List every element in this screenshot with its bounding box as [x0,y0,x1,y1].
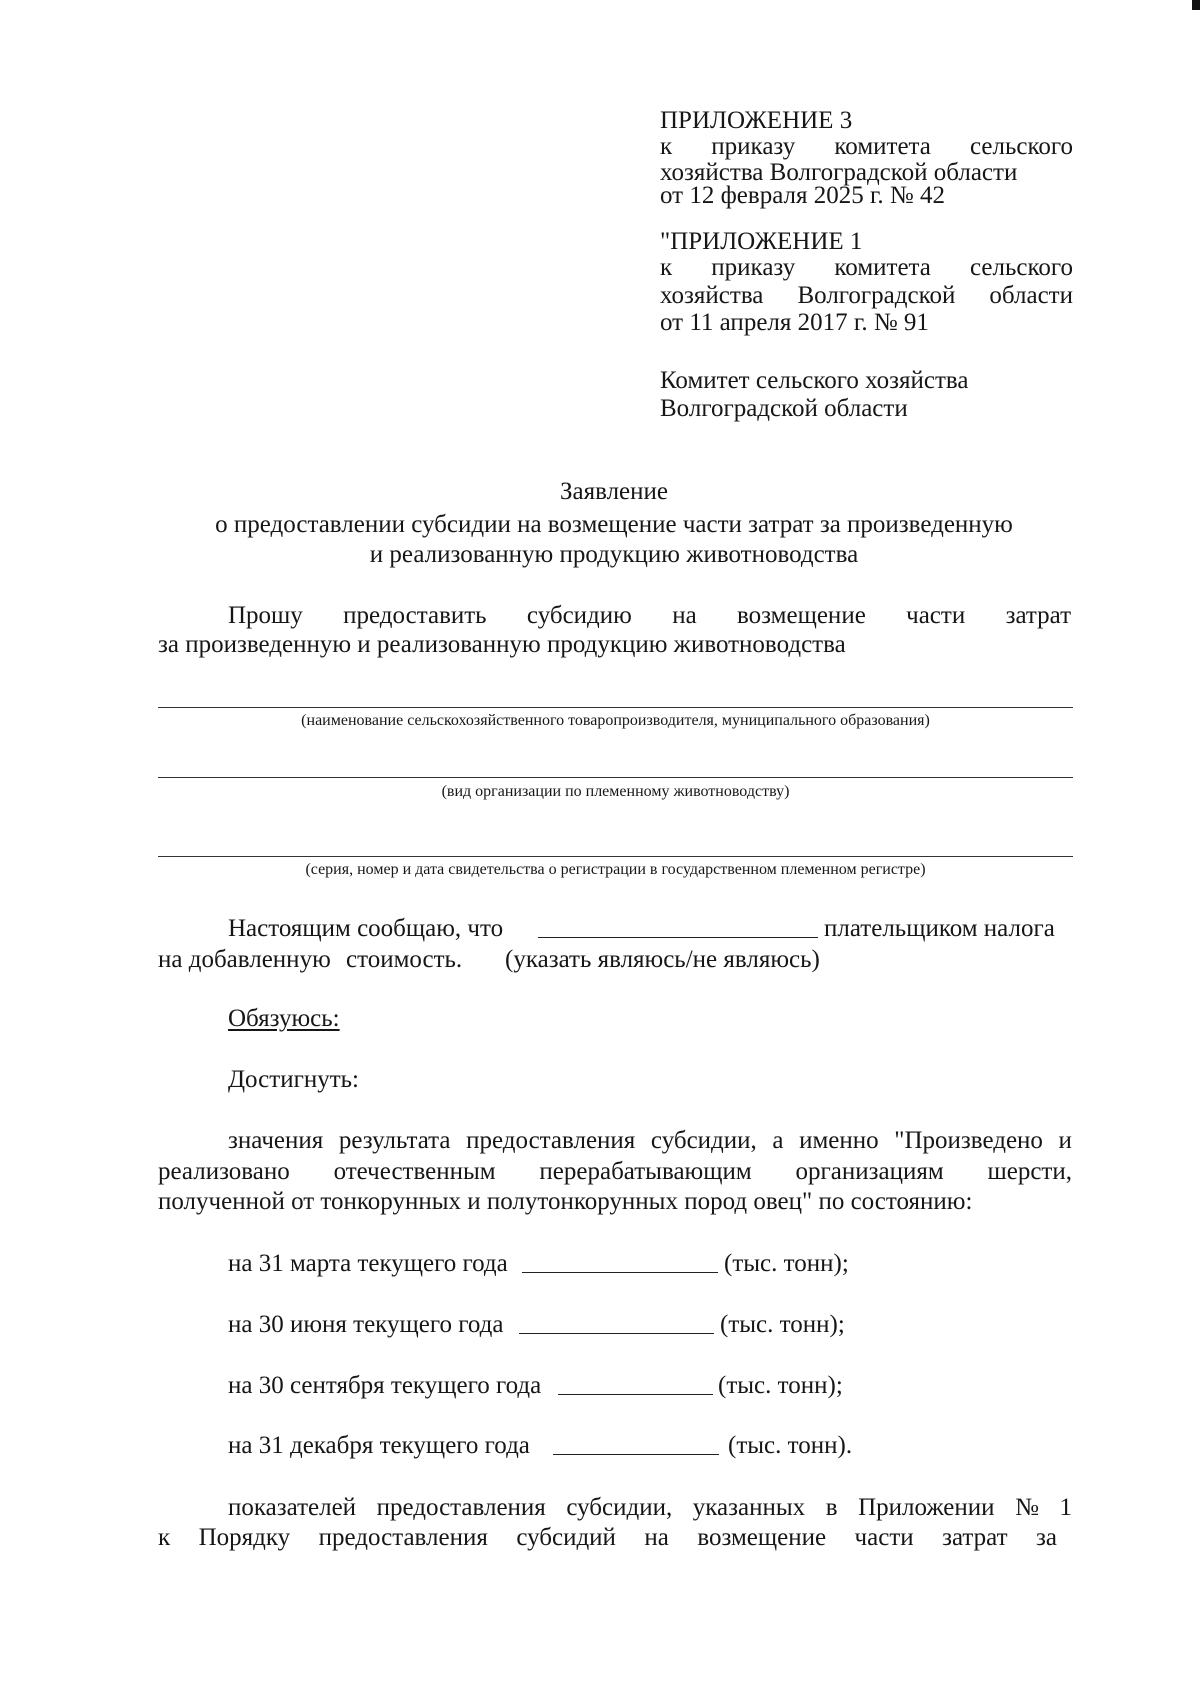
request-word: на [672,602,697,629]
request-word: части [906,602,966,629]
indicators-word: Порядку [198,1524,291,1551]
annex3-word: приказу [711,133,796,160]
annex1-word: области [989,282,1073,309]
statement-subtitle-line1: о предоставлении субсидии на возмещение части затрат за произведенную [215,511,1013,538]
date-september-blank[interactable] [558,1372,713,1395]
annex3-word: сельского [970,133,1073,160]
date-march-unit: (тыс. тонн); [724,1250,849,1277]
request-word: Прошу [228,602,303,629]
statement-title: Заявление [559,478,669,505]
result-word: а [772,1127,784,1154]
producer-name-caption: (наименование сельскохозяйственного товаропроизводителя, муниципального образования) [301,712,930,729]
date-december-label: на 31 декабря текущего года [228,1432,530,1459]
date-september-label: на 30 сентября текущего года [228,1372,542,1399]
annex3-line3: от 12 февраля 2025 г. № 42 [660,182,946,209]
indicators-word: части [854,1524,914,1551]
scan-edge-mark [1192,0,1200,10]
indicators-word: показателей [228,1494,357,1521]
date-september-unit: (тыс. тонн); [718,1372,843,1399]
addressee-line2: Волгоградской области [660,395,908,422]
annex1-word: приказу [711,254,796,281]
date-june-unit: (тыс. тонн); [720,1311,845,1338]
request-word: предоставить [343,602,487,629]
result-word: значения [228,1127,324,1154]
indicators-word: на [644,1524,669,1551]
date-june-blank[interactable] [519,1311,714,1334]
result-word: перерабатывающим [539,1158,752,1185]
indicators-line1 [228,1494,1072,1522]
annex1-word: хозяйства [660,282,764,309]
date-june-label: на 30 июня текущего года [228,1311,504,1338]
indicators-word: предоставления [318,1524,488,1551]
indicators-line2 [158,1524,1057,1552]
date-march-blank[interactable] [522,1250,718,1273]
indicators-word: к [158,1524,171,1551]
request-word: возмещение [737,602,866,629]
annex1-line2 [660,282,1073,310]
result-word: именно [799,1127,879,1154]
result-word: шерсти, [987,1158,1072,1185]
result-line3: полученной от тонкорунных и полутонкорунных пород овец" по состоянию: [158,1188,973,1215]
vat-status-blank[interactable] [538,915,818,938]
annex3-word: к [660,133,673,160]
result-word: "Произведено [894,1127,1043,1154]
date-december-unit: (тыс. тонн). [728,1432,853,1459]
result-word: результата [338,1127,451,1154]
vat-line2-a: на добавленную [158,946,331,973]
annex1-word: комитета [834,254,931,281]
result-line2 [158,1158,1072,1186]
vat-line2-b: стоимость. [346,946,463,973]
result-word: предоставления [466,1127,636,1154]
organization-type-caption: (вид организации по племенному животноводству) [441,783,790,800]
vat-lead: Настоящим сообщаю, что [228,915,504,942]
annex1-word: сельского [970,254,1073,281]
organization-type-line[interactable] [158,777,1073,778]
indicators-word: предоставления [376,1494,546,1521]
indicators-word: субсидий [516,1524,616,1551]
request-line2: за произведенную и реализованную продукцию животноводства [158,631,846,658]
addressee-line1: Комитет сельского хозяйства [660,367,969,394]
indicators-word: в [825,1494,838,1521]
indicators-word: субсидии, [566,1494,673,1521]
result-word: организациям [795,1158,944,1185]
annex3-word: комитета [834,133,931,160]
annex1-line1 [660,254,1073,282]
indicators-word: 1 [1059,1494,1072,1521]
annex3-title: ПРИЛОЖЕНИЕ 3 [660,107,853,134]
result-word: реализовано [158,1158,290,1185]
date-december-blank[interactable] [553,1432,719,1455]
annex3-line2: хозяйства Волгоградской области [660,159,1018,186]
request-word: субсидию [526,602,632,629]
indicators-word: возмещение [697,1524,827,1551]
request-word: затрат [1005,602,1071,629]
vat-tail: плательщиком налога [824,915,1055,942]
statement-subtitle-line2: и реализованную продукцию животноводства [369,541,859,568]
indicators-word: за [1035,1524,1057,1551]
certificate-caption: (серия, номер и дата свидетельства о регистрации в государственном племенном регистре) [305,861,926,878]
vat-line2-hint: (указать являюсь/не являюсь) [505,946,820,973]
result-word: субсидии, [650,1127,757,1154]
annex1-word: Волгоградской [797,282,956,309]
certificate-line[interactable] [158,856,1073,857]
indicators-word: № [1015,1494,1039,1521]
annex1-line3: от 11 апреля 2017 г. № 91 [660,309,929,336]
result-line1 [228,1127,1072,1155]
achieve-heading: Достигнуть: [228,1066,359,1093]
date-march-label: на 31 марта текущего года [228,1250,508,1277]
indicators-word: Приложении [858,1494,995,1521]
annex3-line1 [660,133,1073,161]
producer-name-line[interactable] [158,707,1073,708]
result-word: и [1058,1127,1072,1154]
request-line1 [228,602,1071,630]
annex1-title: "ПРИЛОЖЕНИЕ 1 [660,228,863,255]
indicators-word: затрат [942,1524,1008,1551]
indicators-word: указанных [692,1494,806,1521]
annex1-word: к [660,254,673,281]
obligation-heading: Обязуюсь: [228,1005,340,1032]
result-word: отечественным [333,1158,496,1185]
